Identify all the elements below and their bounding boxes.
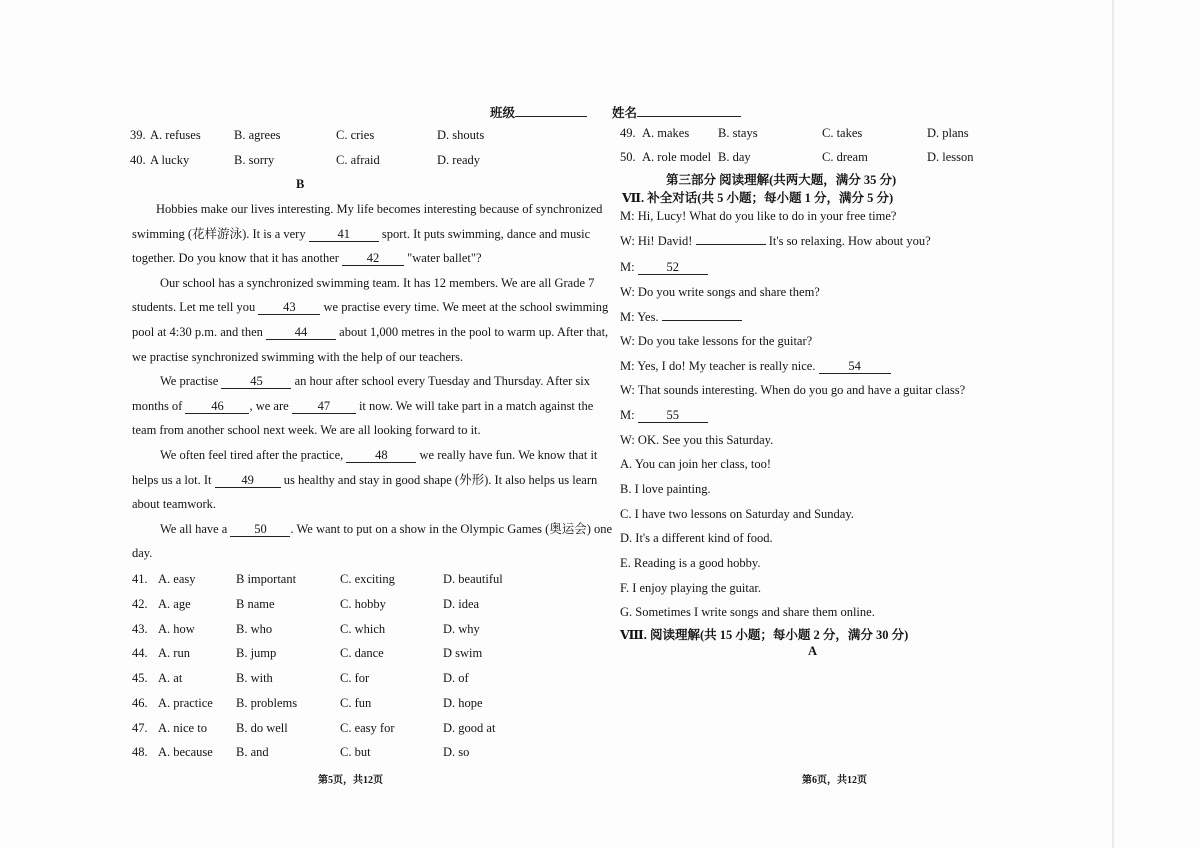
dialog-option-c: C. I have two lessons on Saturday and Sunday. [620, 507, 854, 521]
passage-text: We all have a [160, 521, 228, 536]
passage-text: about 1,000 metres in the pool to warm up. After that, [339, 324, 609, 339]
option-b: B. sorry [234, 153, 275, 167]
dialog-option-g: G. Sometimes I write songs and share them online. [620, 605, 875, 619]
question-number: 50. [620, 150, 636, 164]
option-d: D. idea [443, 597, 480, 611]
option-d: D. ready [437, 153, 481, 167]
passage-text: it now. We will take part in a match against the [358, 398, 594, 413]
option-c: C. dance [340, 646, 384, 660]
option-c: C. exciting [340, 572, 395, 586]
passage-text: students. Let me tell you [132, 300, 256, 315]
passage-line: Hobbies make our lives interesting. My life becomes interesting because of synchronized [156, 202, 603, 216]
option-c: C. takes [822, 126, 863, 140]
passage-line [132, 222, 602, 247]
blank-55: 55 [638, 409, 708, 423]
blank-53 [662, 320, 742, 321]
passage-text: We often feel tired after the practice, [160, 447, 344, 462]
option-a: A. how [158, 622, 195, 636]
passage-text: helps us a lot. It [132, 472, 212, 487]
dialog-line [620, 408, 708, 423]
dialog-option-e: E. Reading is a good hobby. [620, 556, 761, 570]
passage-text: we practise every time. We meet at the school swimming [323, 300, 609, 315]
dialog-text: It's so relaxing. How about you? [768, 234, 931, 248]
passage-text: us healthy and stay in good shape (外形). It also helps us learn [283, 472, 598, 487]
option-d: D. shouts [437, 128, 485, 142]
option-a: A. makes [642, 126, 690, 140]
option-a: A. easy [158, 572, 196, 586]
passage-text: together. Do you know that it has another [132, 251, 339, 266]
page-footer-left: 第5页，共12页 [318, 775, 383, 786]
option-d: D. hope [443, 696, 483, 710]
class-label: 班级 [490, 106, 516, 120]
option-c: C. for [340, 671, 370, 685]
option-b: B. with [236, 671, 273, 685]
dialog-text: M: [620, 260, 635, 274]
blank-48: 48 [346, 449, 416, 463]
passage-line [132, 295, 609, 320]
option-a: A. because [158, 745, 213, 759]
passage-line: about teamwork. [132, 497, 217, 512]
dialog-line: W: That sounds interesting. When do you go and have a guitar class? [620, 383, 966, 397]
question-number: 44. [132, 646, 148, 660]
passage-text: swimming (花样游泳). It is a very [132, 226, 306, 241]
dialog-option-b: B. I love painting. [620, 482, 711, 496]
question-number: 41. [132, 572, 148, 586]
dialog-option-d: D. It's a different kind of food. [620, 531, 773, 545]
dialog-line [620, 260, 708, 275]
option-b: B. do well [236, 721, 288, 735]
option-b: B. stays [718, 126, 758, 140]
option-c: C. afraid [336, 153, 380, 167]
option-d: D. why [443, 622, 480, 636]
blank-49: 49 [215, 474, 281, 488]
dialog-option-a: A. You can join her class, too! [620, 457, 772, 471]
passage-text: an hour after school every Tuesday and Thursday. After six [294, 374, 591, 389]
question-number: 49. [620, 126, 636, 140]
question-number: 39. [130, 128, 146, 142]
passage-text: We practise [160, 374, 219, 389]
passage-line: team from another school next week. We are all looking forward to it. [132, 423, 481, 438]
option-d: D swim [443, 646, 483, 660]
option-a: A. run [158, 646, 190, 660]
section-8-title: Ⅷ. 阅读理解(共 15 小题；每小题 2 分，满分 30 分) [620, 628, 909, 642]
option-b: B important [236, 572, 297, 586]
question-number: 48. [132, 745, 148, 759]
option-b: B. agrees [234, 128, 281, 142]
option-c: C. hobby [340, 597, 386, 611]
blank-42: 42 [342, 252, 404, 266]
dialog-text: M: Yes, I do! My teacher is really nice. [620, 359, 816, 373]
passage-line: day. [132, 546, 153, 561]
blank-54: 54 [819, 360, 891, 374]
section-7-title: Ⅶ. 补全对话(共 5 小题；每小题 1 分，满分 5 分) [622, 191, 894, 205]
dialog-line [620, 359, 891, 374]
passage-line: Our school has a synchronized swimming team. It has 12 members. We are all Grade 7 [160, 275, 595, 290]
question-number: 42. [132, 597, 148, 611]
option-d: D. lesson [927, 150, 974, 164]
blank-43: 43 [258, 301, 320, 315]
class-field [490, 103, 587, 121]
passage-text: . We want to put on a show in the Olympic Games (奥运会) one [290, 521, 613, 536]
passage-line [132, 246, 602, 271]
blank-45: 45 [221, 375, 291, 389]
blank-41: 41 [309, 228, 379, 242]
passage-line: we practise synchronized swimming with the help of our teachers. [132, 349, 464, 364]
passage-text: , we are [249, 398, 289, 413]
passage-b [132, 197, 613, 566]
dialog-line: M: Hi, Lucy! What do you like to do in your free time? [620, 209, 897, 223]
blank-51 [696, 244, 766, 245]
blank-46: 46 [185, 400, 249, 414]
option-d: D. so [443, 745, 470, 759]
passage-line [132, 369, 602, 394]
name-field [612, 103, 741, 121]
dialog-line: W: Do you take lessons for the guitar? [620, 334, 813, 348]
passage-text: we really have fun. We know that it [419, 447, 598, 462]
part3-title: 第三部分 阅读理解(共两大题，满分 35 分) [666, 173, 897, 187]
passage-line [132, 468, 602, 493]
passage-line [132, 443, 602, 468]
option-a: A. at [158, 671, 183, 685]
passage-line [132, 394, 602, 419]
page-footer-right: 第6页，共12页 [802, 775, 867, 786]
dialog-line [620, 234, 931, 249]
page-edge [1112, 0, 1114, 848]
option-d: D. plans [927, 126, 969, 140]
option-a: A lucky [150, 153, 190, 167]
option-d: D. of [443, 671, 469, 685]
question-number: 47. [132, 721, 148, 735]
question-number: 46. [132, 696, 148, 710]
blank-50: 50 [230, 523, 290, 537]
blank-44: 44 [266, 326, 336, 340]
question-number: 43. [132, 622, 148, 636]
option-b: B. day [718, 150, 751, 164]
option-c: C. dream [822, 150, 868, 164]
dialog-option-f: F. I enjoy playing the guitar. [620, 581, 761, 595]
passage-text: months of [132, 398, 183, 413]
question-number: 40. [130, 153, 146, 167]
passage-text: pool at 4:30 p.m. and then [132, 324, 263, 339]
section-b-heading: B [296, 177, 305, 191]
option-d: D. beautiful [443, 572, 503, 586]
class-blank [515, 104, 587, 117]
option-a: A. practice [158, 696, 213, 710]
passage-line [132, 320, 609, 345]
dialog-line [620, 310, 742, 325]
option-d: D. good at [443, 721, 496, 735]
dialog-text: M: Yes. [620, 310, 659, 324]
option-c: C. fun [340, 696, 372, 710]
passage-text: "water ballet"? [407, 251, 482, 266]
blank-52: 52 [638, 261, 708, 275]
question-number: 45. [132, 671, 148, 685]
option-b: B. who [236, 622, 273, 636]
dialog-line: W: OK. See you this Saturday. [620, 433, 774, 447]
section-a-heading: A [808, 644, 818, 658]
dialog-text: W: Hi! David! [620, 234, 693, 248]
option-c: C. easy for [340, 721, 395, 735]
option-b: B. and [236, 745, 269, 759]
option-a: A. refuses [150, 128, 201, 142]
blank-47: 47 [292, 400, 356, 414]
option-b: B name [236, 597, 275, 611]
passage-line [132, 517, 613, 542]
name-blank [637, 104, 741, 117]
name-label: 姓名 [612, 106, 638, 120]
dialog-text: M: [620, 408, 635, 422]
option-b: B. jump [236, 646, 277, 660]
passage-text: sport. It puts swimming, dance and music [381, 226, 591, 241]
option-c: C. but [340, 745, 371, 759]
option-b: B. problems [236, 696, 298, 710]
option-c: C. which [340, 622, 386, 636]
option-a: A. nice to [158, 721, 207, 735]
option-c: C. cries [336, 128, 375, 142]
option-a: A. role model [642, 150, 712, 164]
option-a: A. age [158, 597, 191, 611]
dialog-line: W: Do you write songs and share them? [620, 285, 820, 299]
